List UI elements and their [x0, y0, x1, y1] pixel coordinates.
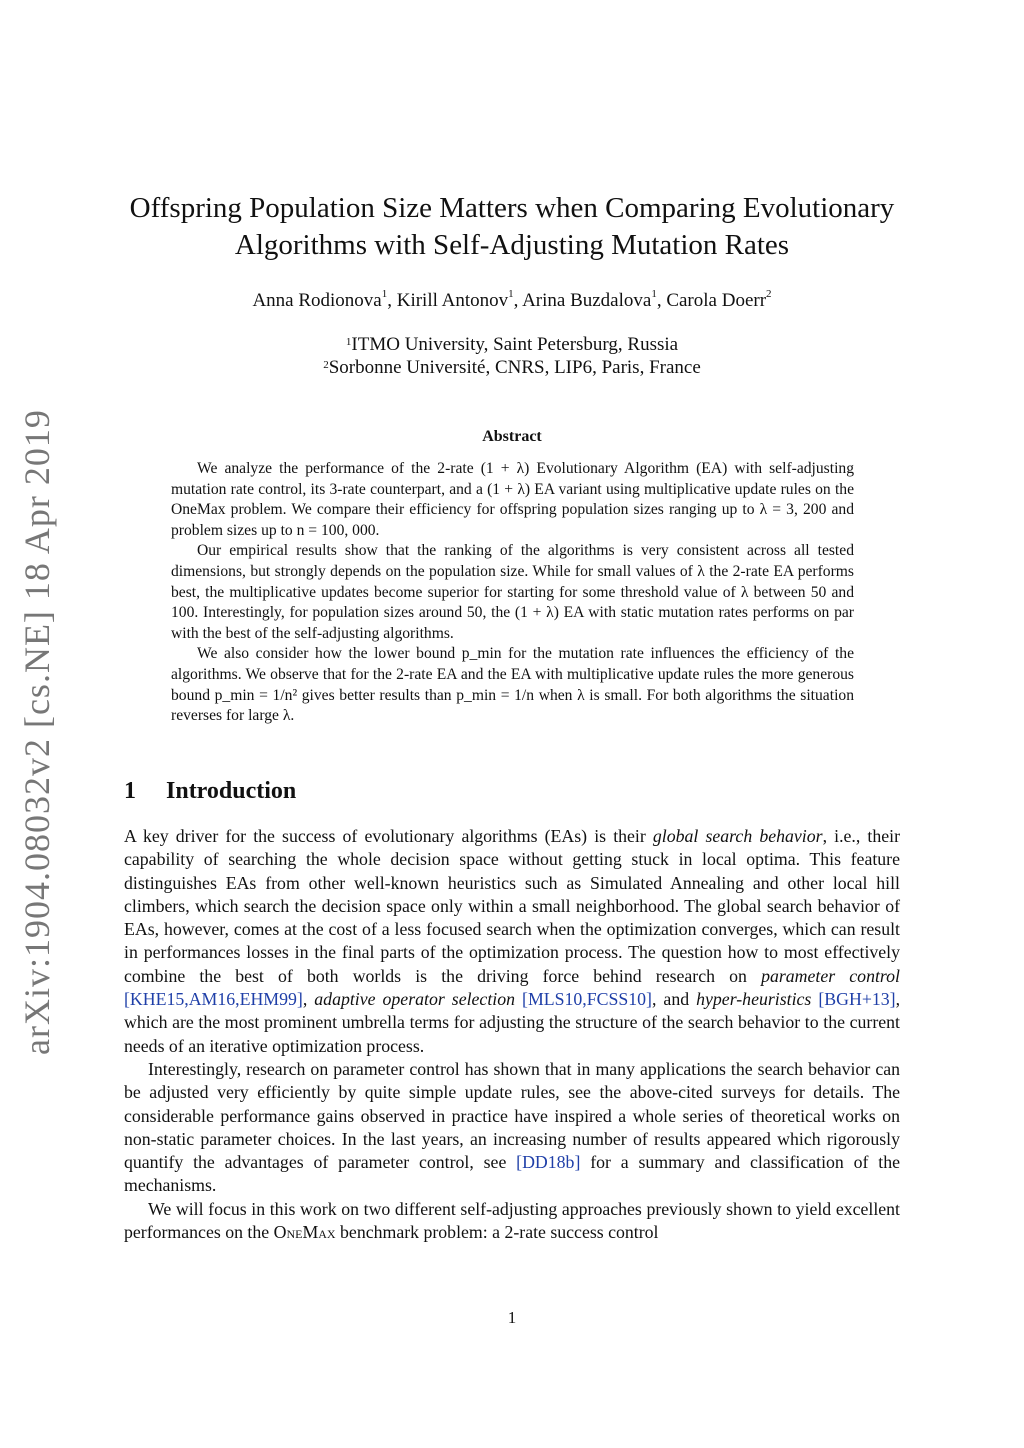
- affiliation-text: Sorbonne Université, CNRS, LIP6, Paris, France: [328, 357, 701, 378]
- citation-link[interactable]: AM16: [188, 989, 236, 1010]
- abstract-paragraph: Our empirical results show that the ranking of the algorithms is very consistent across all tested dimensions, but strongly depends on the population size. While for small values of λ the 2-rate EA performs best, the multiplicative updates become superior for starting for some threshold value of λ between 50 and 100. Interestingly, for population sizes around 50, the (1 + λ) EA with static mutation rates performs on par with the best of the self-adjusting algorithms.: [171, 542, 854, 642]
- citation-link[interactable]: MLS10: [527, 989, 583, 1010]
- emphasis: adaptive operator selection: [314, 989, 515, 1010]
- text-run: , i.e., their capability of searching the whole decision space without getting stuck in local optima. This feature distinguishes EAs from other well-known heuristics such as Simulated Annealing and other local hill climbers, which search the decision space only within a small neighborhood. The global search behavior of EAs, however, comes at the cost of a less focused search when the optimization converges, which can result in performances losses in the final parts of the optimization process. The question how to most effectively combine the best of both worlds is the driving force behind research on: [124, 826, 901, 986]
- affiliation-mark: 1: [345, 336, 352, 348]
- citation-link[interactable]: EHM99: [239, 989, 297, 1010]
- citation-group: [BGH+13]: [818, 989, 896, 1010]
- author-affiliation-mark: 1: [651, 288, 657, 300]
- citation-link[interactable]: FCSS10: [586, 989, 647, 1010]
- affiliation-list: [100, 333, 924, 379]
- affiliation-text: ITMO University, Saint Petersburg, Russia: [351, 334, 679, 355]
- author-name: Kirill Antonov: [396, 290, 509, 311]
- abstract: [171, 459, 854, 727]
- title-line-2: Algorithms with Self-Adjusting Mutation Rates: [234, 229, 790, 261]
- author-name: Anna Rodionova: [252, 290, 382, 311]
- page-number: 1: [507, 1308, 517, 1327]
- text-run: benchmark problem: a 2-rate success control: [335, 1222, 659, 1243]
- abstract-paragraph: We analyze the performance of the 2-rate (1 + λ) Evolutionary Algorithm (EA) with self-adjusting mutation rate control, its 3-rate counterpart, and a (1 + λ) EA variant using multiplicative update rules on the OneMax problem. We compare their efficiency for offspring population sizes ranging up to λ = 3, 200 and problem sizes up to n = 100, 000.: [171, 460, 854, 539]
- affiliation: [100, 356, 924, 379]
- section-heading: [124, 778, 296, 805]
- affiliation-mark: 2: [323, 359, 329, 371]
- author-affiliation-mark: 2: [766, 288, 772, 300]
- arxiv-identifier: arXiv:1904.08032v2 [cs.NE] 18 Apr 2019: [17, 409, 57, 1055]
- section-number: 1: [124, 778, 136, 804]
- text-run: , which are the most prominent umbrella terms for adjusting the structure of the search behavior to the current needs of an iterative optimization process.: [124, 989, 901, 1056]
- section-title: Introduction: [166, 778, 297, 804]
- citation-group: [KHE15,AM16,EHM99]: [124, 989, 303, 1010]
- citation-link[interactable]: BGH+13: [824, 989, 890, 1010]
- author-list: Anna Rodionova$^1$, Kirill Antonov$^1$, Arina Buzdalova$^1$, Carola Doerr$^2$: [252, 288, 772, 311]
- text-run: , and: [651, 989, 697, 1010]
- text-run: We will focus in this work on two different self-adjusting approaches previously shown to yield excellent performances on the: [124, 1198, 900, 1243]
- abstract-paragraph: We also consider how the lower bound p_min for the mutation rate influences the efficiency of the algorithms. We observe that for the 2-rate EA and the EA with multiplicative update rules the more generous bound p_min = 1/n² gives better results than p_min = 1/n when λ is small. For both algorithms the situation reverses for large λ.: [171, 645, 854, 725]
- emphasis: hyper-heuristics: [696, 989, 812, 1010]
- introduction-body: [124, 825, 900, 1244]
- body-paragraph: [124, 1058, 900, 1198]
- author-name: Arina Buzdalova: [522, 290, 652, 311]
- citation-group: [MLS10,FCSS10]: [522, 989, 652, 1010]
- affiliation: [100, 333, 924, 356]
- emphasis: global search behavior: [652, 826, 823, 846]
- onemax-term: OneMax: [273, 1222, 336, 1243]
- text-run: Interestingly, research on parameter control has shown that in many applications the search behavior can be adjusted very efficiently by quite simple update rules, see the above-cited surveys for details. The considerable performance gains observed in practice have inspired a whole series of theoretical works on non-static parameter choices. In the last years, an increasing number of results appeared which rigorously quantify the advantages of parameter control, see: [124, 1058, 900, 1173]
- citation-group: [DD18b]: [516, 1152, 581, 1173]
- author-name: Carola Doerr: [666, 290, 767, 311]
- author-affiliation-mark: 1: [381, 288, 388, 300]
- abstract-heading: Abstract: [482, 428, 542, 445]
- citation-link[interactable]: KHE15: [129, 989, 185, 1010]
- text-run: for a summary and classification of the mechanisms.: [124, 1152, 900, 1196]
- title-line-1: Offspring Population Size Matters when Comparing Evolutionary: [129, 192, 895, 224]
- body-paragraph: [124, 1198, 900, 1245]
- text-run: A key driver for the success of evolutionary algorithms (EAs) is their: [124, 826, 653, 846]
- emphasis: parameter control: [761, 965, 900, 986]
- paper-title: [100, 190, 924, 264]
- author-affiliation-mark: 1: [508, 288, 514, 300]
- citation-link[interactable]: DD18b: [522, 1152, 575, 1173]
- body-paragraph: A key driver for the success of evolutionary algorithms (EAs) is their global search behavior, i.e., their capability of searching the whole decision space without getting stuck in local optima. This feature distinguishes EAs from other well-known heuristics such as Simulated Annealing and other local hill climbers, which search the decision space only within a small neighborhood. The global search behavior of EAs, however, comes at the cost of a less focused search when the optimization converges, which can result in performances losses in the final parts of the optimization process. The question how to most effectively combine the best of both worlds is the driving force behind research on parameter control [KHE15,AM16,EHM99], adaptive operator selection [MLS10,FCSS10], and hyper-heuristics [BGH+13], which are the most prominent umbrella terms for adjusting the structure of the search behavior to the current needs of an iterative optimization process.: [124, 826, 901, 1056]
